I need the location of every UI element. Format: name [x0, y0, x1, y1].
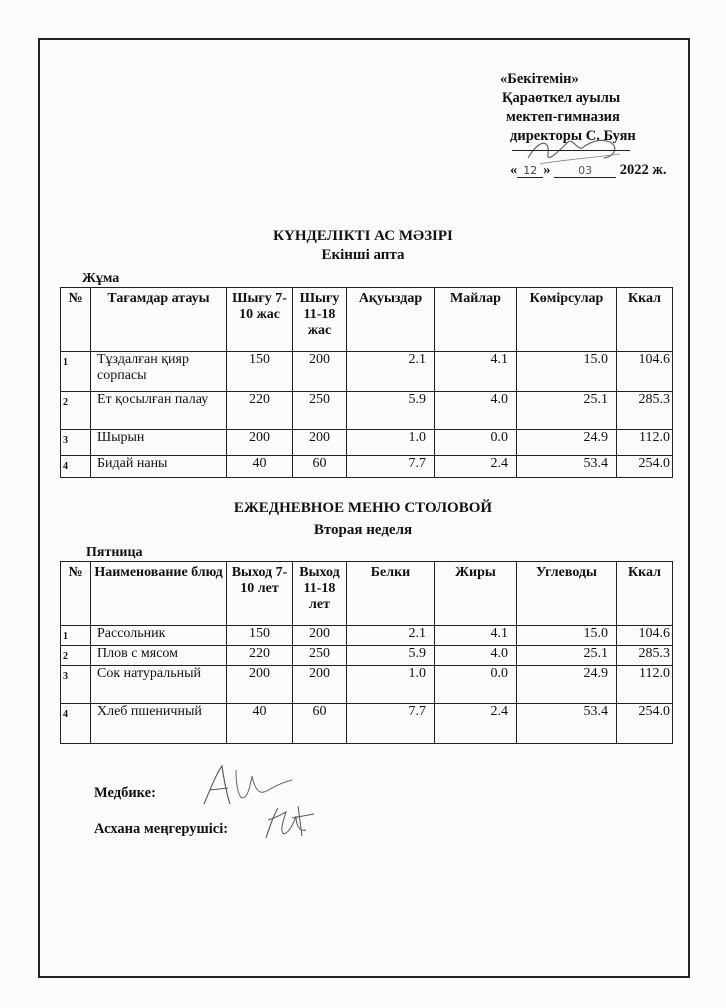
col-header-kcal: Ккал: [617, 288, 673, 352]
col-header-fats: Жиры: [435, 562, 517, 626]
kcal: 285.3: [617, 646, 673, 666]
dish-name: Плов с мясом: [91, 646, 227, 666]
dish-name: Сок натуральный: [91, 666, 227, 704]
signature-line: [512, 150, 630, 151]
table-row: [61, 646, 673, 666]
row-number: 1: [61, 626, 91, 646]
yield-7-10: 40: [227, 456, 293, 478]
yield-11-18: 200: [293, 430, 347, 456]
yield-11-18: 200: [293, 626, 347, 646]
proteins: 1.0: [347, 666, 435, 704]
yield-11-18: 200: [293, 352, 347, 392]
kz-subtitle: Екінші апта: [321, 247, 405, 263]
fats: 4.0: [435, 646, 517, 666]
table-header-row: [61, 288, 673, 352]
approval-director: директоры С. Буян: [510, 128, 636, 144]
proteins: 5.9: [347, 646, 435, 666]
col-header-proteins: Белки: [347, 562, 435, 626]
table-row: [61, 430, 673, 456]
kcal: 112.0: [617, 666, 673, 704]
ru-title: ЕЖЕДНЕВНОЕ МЕНЮ СТОЛОВОЙ: [233, 500, 493, 516]
approval-school: мектеп-гимназия: [506, 109, 620, 125]
fats: 4.1: [435, 352, 517, 392]
fats: 4.0: [435, 392, 517, 430]
col-header-fats: Майлар: [435, 288, 517, 352]
col-header-kcal: Ккал: [617, 562, 673, 626]
canteen-head-signature: [262, 800, 332, 844]
table-row: [61, 352, 673, 392]
table-row: [61, 456, 673, 478]
dish-name: Рассольник: [91, 626, 227, 646]
canteen-head-label: Асхана меңгерушісі:: [94, 821, 229, 837]
col-header-proteins: Ақуыздар: [347, 288, 435, 352]
date-month: 03: [554, 164, 616, 178]
yield-7-10: 220: [227, 646, 293, 666]
fats: 2.4: [435, 704, 517, 744]
yield-11-18: 200: [293, 666, 347, 704]
proteins: 2.1: [347, 352, 435, 392]
yield-11-18: 60: [293, 704, 347, 744]
dish-name: Бидай наны: [91, 456, 227, 478]
kcal: 104.6: [617, 626, 673, 646]
kcal: 254.0: [617, 704, 673, 744]
col-header-number: №: [61, 562, 91, 626]
col-header-yield-11-18: Шығу 11-18 жас: [293, 288, 347, 352]
dish-name: Ет қосылған палау: [91, 392, 227, 430]
table-row: [61, 626, 673, 646]
approval-date: « 12 » 03 2022 ж.: [510, 162, 667, 178]
yield-11-18: 250: [293, 646, 347, 666]
date-day: 12: [517, 164, 543, 178]
carbs: 53.4: [517, 704, 617, 744]
table-header-row: [61, 562, 673, 626]
kz-title: КҮНДЕЛІКТІ АС МӘЗІРІ: [273, 228, 453, 244]
kcal: 254.0: [617, 456, 673, 478]
col-header-number: №: [61, 288, 91, 352]
col-header-carbs: Углеводы: [517, 562, 617, 626]
row-number: 4: [61, 704, 91, 744]
row-number: 3: [61, 430, 91, 456]
dish-name: Хлеб пшеничный: [91, 704, 227, 744]
col-header-name: Тағамдар атауы: [91, 288, 227, 352]
row-number: 1: [61, 352, 91, 392]
ru-subtitle: Вторая неделя: [313, 522, 413, 538]
kcal: 285.3: [617, 392, 673, 430]
nurse-label: Медбике:: [94, 785, 156, 801]
date-year: 2022 ж.: [619, 162, 667, 178]
ru-day: Пятница: [86, 545, 143, 560]
proteins: 7.7: [347, 456, 435, 478]
approval-heading: «Бекітемін»: [500, 71, 579, 87]
kz-day: Жұма: [82, 271, 120, 286]
fats: 4.1: [435, 626, 517, 646]
yield-7-10: 150: [227, 352, 293, 392]
dish-name: Шырын: [91, 430, 227, 456]
yield-7-10: 150: [227, 626, 293, 646]
row-number: 4: [61, 456, 91, 478]
carbs: 25.1: [517, 646, 617, 666]
ru-menu-table: [60, 561, 673, 744]
carbs: 15.0: [517, 626, 617, 646]
fats: 0.0: [435, 666, 517, 704]
row-number: 3: [61, 666, 91, 704]
table-row: [61, 704, 673, 744]
row-number: 2: [61, 392, 91, 430]
yield-7-10: 200: [227, 430, 293, 456]
col-header-carbs: Көмірсулар: [517, 288, 617, 352]
col-header-yield-7-10: Выход 7-10 лет: [227, 562, 293, 626]
dish-name: Тұздалған қияр сорпасы: [91, 352, 227, 392]
proteins: 5.9: [347, 392, 435, 430]
proteins: 1.0: [347, 430, 435, 456]
proteins: 2.1: [347, 626, 435, 646]
table-row: [61, 392, 673, 430]
carbs: 25.1: [517, 392, 617, 430]
yield-7-10: 220: [227, 392, 293, 430]
kcal: 112.0: [617, 430, 673, 456]
approval-village: Қараөткел ауылы: [502, 90, 621, 106]
col-header-name: Наименование блюд: [91, 562, 227, 626]
carbs: 53.4: [517, 456, 617, 478]
yield-11-18: 250: [293, 392, 347, 430]
carbs: 24.9: [517, 666, 617, 704]
yield-7-10: 40: [227, 704, 293, 744]
table-row: [61, 666, 673, 704]
yield-11-18: 60: [293, 456, 347, 478]
proteins: 7.7: [347, 704, 435, 744]
col-header-yield-11-18: Выход 11-18 лет: [293, 562, 347, 626]
carbs: 24.9: [517, 430, 617, 456]
kcal: 104.6: [617, 352, 673, 392]
carbs: 15.0: [517, 352, 617, 392]
row-number: 2: [61, 646, 91, 666]
fats: 2.4: [435, 456, 517, 478]
fats: 0.0: [435, 430, 517, 456]
kz-menu-table: [60, 287, 673, 478]
yield-7-10: 200: [227, 666, 293, 704]
col-header-yield-7-10: Шығу 7-10 жас: [227, 288, 293, 352]
